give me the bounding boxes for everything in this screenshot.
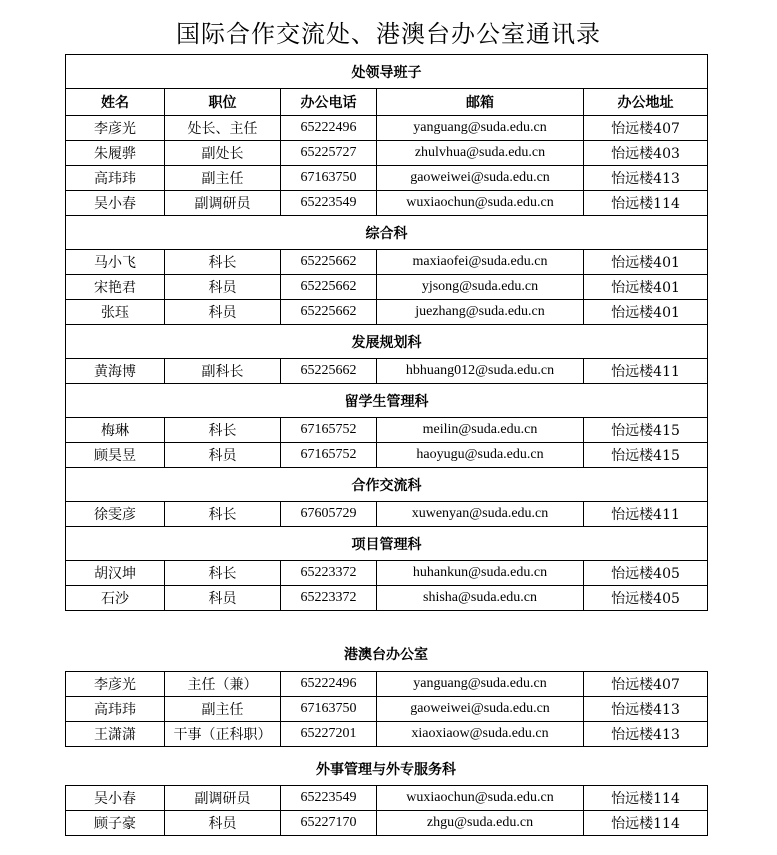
table-row	[66, 443, 708, 468]
office-cell: 怡远楼114	[584, 786, 708, 811]
name-cell: 石沙	[66, 586, 165, 611]
office-cell: 怡远楼413	[584, 697, 708, 722]
table-row	[66, 502, 708, 527]
name-cell: 王潇潇	[66, 722, 165, 747]
table-row	[66, 586, 708, 611]
section-header-hmt: 港澳台办公室	[344, 647, 428, 663]
page-title: 国际合作交流处、港澳台办公室通讯录	[176, 20, 601, 48]
phone-cell: 65223549	[281, 191, 377, 216]
name-cell: 胡汉坤	[66, 561, 165, 586]
position-cell: 科长	[165, 250, 281, 275]
email-cell: wuxiaochun@suda.edu.cn	[377, 786, 584, 811]
position-cell: 主任（兼）	[165, 672, 281, 697]
office-cell: 怡远楼401	[584, 250, 708, 275]
office-cell: 怡远楼114	[584, 811, 708, 836]
phone-cell: 65225662	[281, 359, 377, 384]
phone-cell: 65227201	[281, 722, 377, 747]
section-header-general: 综合科	[66, 216, 708, 250]
office-cell: 怡远楼407	[584, 672, 708, 697]
position-cell: 副科长	[165, 359, 281, 384]
section-header-projects: 项目管理科	[66, 527, 708, 561]
office-cell: 怡远楼405	[584, 561, 708, 586]
directory-table-hmt	[65, 671, 708, 747]
name-cell: 徐雯彦	[66, 502, 165, 527]
email-cell: yanguang@suda.edu.cn	[377, 672, 584, 697]
office-cell: 怡远楼405	[584, 586, 708, 611]
section-header-foreign: 外事管理与外专服务科	[316, 762, 456, 778]
column-header-phone: 办公电话	[281, 89, 377, 116]
table-row	[66, 116, 708, 141]
phone-cell: 65225662	[281, 300, 377, 325]
section-header-exchange: 合作交流科	[66, 468, 708, 502]
email-cell: haoyugu@suda.edu.cn	[377, 443, 584, 468]
office-cell: 怡远楼407	[584, 116, 708, 141]
name-cell: 吴小春	[66, 191, 165, 216]
name-cell: 宋艳君	[66, 275, 165, 300]
office-cell: 怡远楼411	[584, 502, 708, 527]
column-header-office: 办公地址	[584, 89, 708, 116]
name-cell: 李彦光	[66, 116, 165, 141]
email-cell: zhulvhua@suda.edu.cn	[377, 141, 584, 166]
phone-cell: 65225662	[281, 275, 377, 300]
table-row	[66, 418, 708, 443]
table-row	[66, 722, 708, 747]
email-cell: xiaoxiaow@suda.edu.cn	[377, 722, 584, 747]
position-cell: 副处长	[165, 141, 281, 166]
table-row	[66, 166, 708, 191]
email-cell: xuwenyan@suda.edu.cn	[377, 502, 584, 527]
email-cell: maxiaofei@suda.edu.cn	[377, 250, 584, 275]
position-cell: 科员	[165, 300, 281, 325]
table-row	[66, 561, 708, 586]
email-cell: huhankun@suda.edu.cn	[377, 561, 584, 586]
table-row	[66, 786, 708, 811]
section-header-students: 留学生管理科	[66, 384, 708, 418]
position-cell: 科员	[165, 811, 281, 836]
table-row	[66, 672, 708, 697]
name-cell: 顾子豪	[66, 811, 165, 836]
directory-table-main	[65, 54, 708, 611]
office-cell: 怡远楼413	[584, 166, 708, 191]
table-row	[66, 811, 708, 836]
position-cell: 副调研员	[165, 191, 281, 216]
email-cell: gaoweiwei@suda.edu.cn	[377, 166, 584, 191]
phone-cell: 65222496	[281, 672, 377, 697]
email-cell: shisha@suda.edu.cn	[377, 586, 584, 611]
column-header-position: 职位	[165, 89, 281, 116]
email-cell: yjsong@suda.edu.cn	[377, 275, 584, 300]
table-row	[66, 141, 708, 166]
email-cell: gaoweiwei@suda.edu.cn	[377, 697, 584, 722]
position-cell: 科长	[165, 502, 281, 527]
office-cell: 怡远楼415	[584, 418, 708, 443]
name-cell: 顾昊昱	[66, 443, 165, 468]
office-cell: 怡远楼401	[584, 300, 708, 325]
name-cell: 马小飞	[66, 250, 165, 275]
phone-cell: 67605729	[281, 502, 377, 527]
office-cell: 怡远楼415	[584, 443, 708, 468]
office-cell: 怡远楼413	[584, 722, 708, 747]
office-cell: 怡远楼403	[584, 141, 708, 166]
name-cell: 朱履骅	[66, 141, 165, 166]
table-row	[66, 191, 708, 216]
email-cell: juezhang@suda.edu.cn	[377, 300, 584, 325]
table-row	[66, 250, 708, 275]
position-cell: 科长	[165, 418, 281, 443]
position-cell: 干事（正科职）	[165, 722, 281, 747]
email-cell: meilin@suda.edu.cn	[377, 418, 584, 443]
table-row	[66, 275, 708, 300]
email-cell: wuxiaochun@suda.edu.cn	[377, 191, 584, 216]
office-cell: 怡远楼114	[584, 191, 708, 216]
name-cell: 李彦光	[66, 672, 165, 697]
position-cell: 科长	[165, 561, 281, 586]
phone-cell: 65223372	[281, 561, 377, 586]
table-row	[66, 300, 708, 325]
position-cell: 科员	[165, 443, 281, 468]
position-cell: 副调研员	[165, 786, 281, 811]
table-row	[66, 697, 708, 722]
phone-cell: 65223372	[281, 586, 377, 611]
directory-table-foreign	[65, 785, 708, 836]
position-cell: 科员	[165, 586, 281, 611]
phone-cell: 65225727	[281, 141, 377, 166]
office-cell: 怡远楼401	[584, 275, 708, 300]
email-cell: hbhuang012@suda.edu.cn	[377, 359, 584, 384]
position-cell: 副主任	[165, 166, 281, 191]
section-header-leadership: 处领导班子	[66, 55, 708, 89]
phone-cell: 67165752	[281, 443, 377, 468]
name-cell: 高玮玮	[66, 166, 165, 191]
email-cell: yanguang@suda.edu.cn	[377, 116, 584, 141]
phone-cell: 65225662	[281, 250, 377, 275]
phone-cell: 67165752	[281, 418, 377, 443]
name-cell: 梅琳	[66, 418, 165, 443]
column-header-name: 姓名	[66, 89, 165, 116]
office-cell: 怡远楼411	[584, 359, 708, 384]
position-cell: 科员	[165, 275, 281, 300]
phone-cell: 65223549	[281, 786, 377, 811]
name-cell: 吴小春	[66, 786, 165, 811]
phone-cell: 67163750	[281, 697, 377, 722]
table-row	[66, 359, 708, 384]
position-cell: 副主任	[165, 697, 281, 722]
phone-cell: 65227170	[281, 811, 377, 836]
name-cell: 黄海博	[66, 359, 165, 384]
name-cell: 张珏	[66, 300, 165, 325]
phone-cell: 67163750	[281, 166, 377, 191]
position-cell: 处长、主任	[165, 116, 281, 141]
name-cell: 高玮玮	[66, 697, 165, 722]
section-header-planning: 发展规划科	[66, 325, 708, 359]
column-header-email: 邮箱	[377, 89, 584, 116]
email-cell: zhgu@suda.edu.cn	[377, 811, 584, 836]
phone-cell: 65222496	[281, 116, 377, 141]
